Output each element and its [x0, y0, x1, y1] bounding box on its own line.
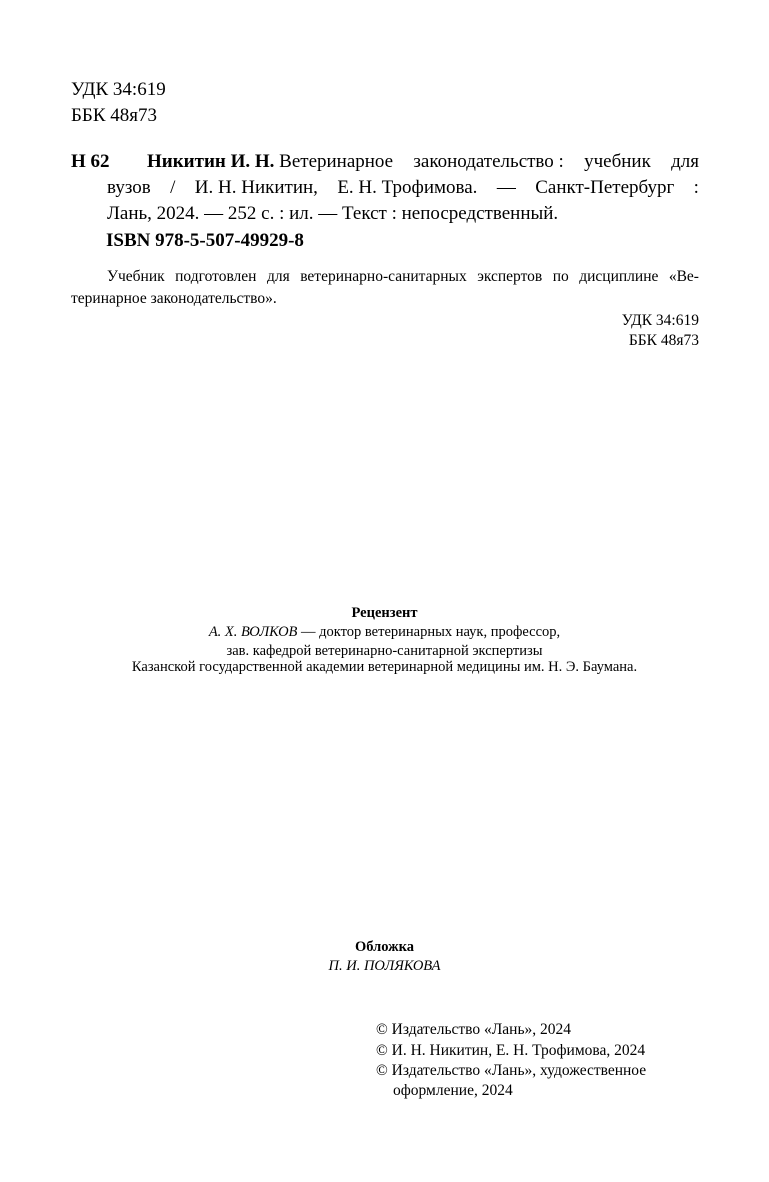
bib-word: вузов: [107, 177, 151, 198]
copyright-line-3: © Издательство «Лань», художественное: [376, 1062, 647, 1079]
annotation-word: экспертов: [477, 268, 543, 285]
bib-word: —: [496, 177, 516, 198]
cover-heading: Обложка: [354, 939, 415, 955]
title-word: для: [671, 151, 699, 172]
bib-line-3: Лань, 2024. — 252 с. : ил. — Текст : непосредственный.: [107, 203, 559, 224]
bib-word: /: [170, 177, 176, 198]
author-sign-code: Н 62: [71, 151, 110, 172]
bib-line-1: [147, 149, 699, 175]
annotation-word: дисциплине: [579, 268, 659, 285]
title-word: Ветеринарное: [279, 151, 394, 172]
bib-word: И. Н. Никитин,: [194, 177, 318, 198]
annotation-line-2: теринарное законодательство».: [71, 290, 277, 307]
copyright-line-4: оформление, 2024: [393, 1082, 513, 1099]
annotation-word: Учебник: [107, 268, 165, 285]
reviewer-line-2: зав. кафедрой ветеринарно-санитарной экспертизы: [226, 643, 543, 659]
copyright-line-2: © И. Н. Никитин, Е. Н. Трофимова, 2024: [376, 1042, 646, 1059]
bib-word: Санкт-Петербург: [535, 177, 675, 198]
annotation-word: ветеринарно-санитарных: [300, 268, 467, 285]
cover-designer-name: П. И. ПОЛЯКОВА: [328, 958, 441, 974]
reviewer-name: А. Х. ВОЛКОВ: [208, 624, 298, 640]
reviewer-line-3: Казанской государственной академии ветеринарной медицины им. Н. Э. Баумана.: [131, 659, 638, 675]
bib-word: Е. Н. Трофимова.: [337, 177, 478, 198]
udk-code-right: УДК 34:619: [621, 312, 699, 329]
udk-code-top: УДК 34:619: [71, 79, 166, 100]
bib-word: :: [693, 177, 699, 198]
title-word: законодательство :: [413, 151, 564, 172]
annotation-word: «Ве-: [668, 268, 699, 285]
reviewer-heading: Рецензент: [351, 605, 418, 621]
annotation-word: по: [552, 268, 569, 285]
bbk-code-right: ББК 48я73: [628, 332, 699, 349]
title-word: учебник: [584, 151, 651, 172]
bbk-code-top: ББК 48я73: [71, 105, 157, 126]
bib-line-2: [107, 175, 699, 201]
annotation-word: подготовлен: [175, 268, 257, 285]
reviewer-title: — доктор ветеринарных наук, профессор,: [297, 624, 561, 640]
annotation-line-1: [107, 266, 699, 288]
author-name: Никитин И. Н.: [147, 151, 275, 172]
isbn: ISBN 978-5-507-49929-8: [106, 230, 304, 251]
reviewer-line-1: [0, 622, 769, 642]
copyright-line-1: © Издательство «Лань», 2024: [376, 1021, 572, 1038]
annotation-word: для: [266, 268, 290, 285]
